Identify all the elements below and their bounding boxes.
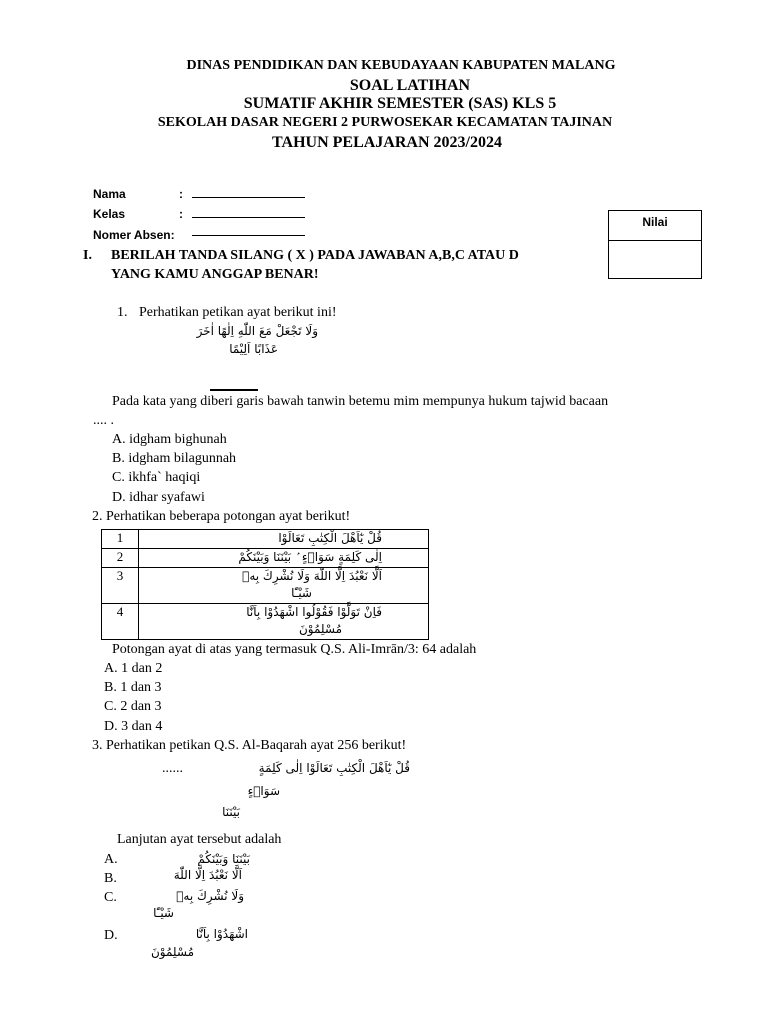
row-number: 1 (102, 530, 139, 549)
absen-label: Nomer Absen: (93, 228, 175, 242)
header-school: SEKOLAH DASAR NEGERI 2 PURWOSEKAR KECAMATAN TAJINAN (157, 115, 613, 130)
q1-option-d[interactable]: D. idhar syafawi (112, 490, 205, 505)
section-number: I. (83, 248, 92, 263)
q3-arabic-line1: قُلْ يٰٓاَهْلَ الْكِتٰبِ تَعَالَوْا اِلٰى كَلِمَةٍ (258, 761, 410, 775)
absen-field[interactable] (192, 235, 305, 236)
q1-arabic-line1: وَلَا تَجْعَلْ مَعَ اللّٰهِ اِلٰهًا اٰخَرَ (196, 324, 318, 338)
q2-option-b[interactable]: B. 1 dan 3 (104, 680, 162, 695)
q1-underline-marker (210, 389, 258, 391)
q3-arabic-line2: سَوَاۤءٍ (247, 784, 280, 798)
header-exam: SUMATIF AKHIR SEMESTER (SAS) KLS 5 (243, 95, 557, 112)
kelas-colon: : (179, 207, 183, 221)
score-box (608, 210, 702, 279)
q3-option-c-arabic[interactable]: وَلَا نُشْرِكَ بِهٖ (176, 889, 244, 903)
table-row (102, 549, 429, 568)
q3-option-b-letter[interactable]: B. (104, 871, 117, 886)
q3-option-d-arabic-2: مُسْلِمُوْنَ (150, 945, 194, 959)
q3-option-a-arabic[interactable]: بَيْنَنَا وَبَيْنَكُمْ (197, 852, 250, 866)
q3-option-b-arabic[interactable]: اَلَّا نَعْبُدَ اِلَّا اللّٰهَ (173, 868, 242, 882)
q2-option-d[interactable]: D. 3 dan 4 (104, 719, 163, 734)
table-row (102, 530, 429, 549)
row-number: 3 (102, 568, 139, 604)
q3-dots: ...... (162, 761, 183, 776)
q1-number: 1. (117, 305, 128, 320)
nama-colon: : (179, 187, 183, 201)
q3-question: Lanjutan ayat tersebut adalah (117, 832, 282, 847)
q1-option-b[interactable]: B. idgham bilagunnah (112, 451, 237, 466)
row-arabic-line1: فَاِنْ تَوَلَّوْا فَقُوْلُوا اشْهَدُوْا بِاَنَّا (246, 605, 382, 619)
q3-stem: 3. Perhatikan petikan Q.S. Al-Baqarah ayat 256 berikut! (92, 738, 407, 753)
q2-verse-table (101, 529, 429, 640)
q1-question: Pada kata yang diberi garis bawah tanwin betemu mim mempunya hukum tajwid bacaan (112, 394, 609, 409)
row-number: 2 (102, 549, 139, 568)
row-arabic-line1: اَلَّا نَعْبُدَ اِلَّا اللّٰهَ وَلَا نُشْرِكَ بِهٖ (242, 569, 382, 583)
row-arabic (139, 549, 429, 568)
table-row (102, 604, 429, 640)
row-arabic (139, 568, 429, 604)
q2-question: Potongan ayat di atas yang termasuk Q.S. Ali-Imrān/3: 64 adalah (112, 642, 477, 657)
row-arabic-line1: قُلْ يٰٓاَهْلَ الْكِتٰبِ تَعَالَوْا (278, 531, 382, 545)
q3-option-d-arabic[interactable]: اشْهَدُوْا بِاَنَّا (195, 927, 248, 941)
q2-option-c[interactable]: C. 2 dan 3 (104, 699, 162, 714)
q1-question-cont: .... . (93, 413, 114, 428)
kelas-field[interactable] (192, 217, 305, 218)
row-arabic-line1: اِلٰى كَلِمَةٍ سَوَاۤءٍ ۢ بَيْنَنَا وَبَيْنَكُمْ (238, 550, 382, 564)
q1-option-a[interactable]: A. idgham bighunah (112, 432, 227, 447)
q3-option-c-arabic-2: شَيْـًٔا (153, 906, 174, 920)
row-arabic-line2: شَيْـًٔا (291, 586, 312, 600)
score-label: Nilai (609, 211, 701, 241)
header-year: TAHUN PELAJARAN 2023/2024 (272, 134, 502, 151)
q1-arabic-line2: عَذَابًا اَلِيْمًا (229, 342, 278, 356)
section-instruction-2: YANG KAMU ANGGAP BENAR! (111, 267, 319, 282)
nama-label: Nama (93, 187, 126, 201)
q3-option-d-letter[interactable]: D. (104, 928, 118, 943)
table-row (102, 568, 429, 604)
row-arabic-line2: مُسْلِمُوْنَ (298, 622, 342, 636)
row-number: 4 (102, 604, 139, 640)
kelas-label: Kelas (93, 207, 126, 221)
header-agency: DINAS PENDIDIKAN DAN KEBUDAYAAN KABUPATEN MALANG (186, 58, 616, 73)
nama-field[interactable] (192, 197, 305, 198)
row-arabic (139, 530, 429, 549)
q1-option-c[interactable]: C. ikhfa` haqiqi (112, 470, 201, 485)
header-title: SOAL LATIHAN (349, 77, 471, 94)
q3-option-a-letter[interactable]: A. (104, 852, 118, 867)
q2-stem: 2. Perhatikan beberapa potongan ayat berikut! (92, 509, 351, 524)
q3-arabic-line3: بَيْنَنَا (222, 805, 240, 819)
q1-stem: Perhatikan petikan ayat berikut ini! (139, 305, 337, 320)
q3-option-c-letter[interactable]: C. (104, 890, 117, 905)
score-field[interactable] (609, 241, 701, 279)
section-instruction-1: BERILAH TANDA SILANG ( X ) PADA JAWABAN A,B,C ATAU D (111, 248, 519, 263)
row-arabic (139, 604, 429, 640)
q2-option-a[interactable]: A. 1 dan 2 (104, 661, 163, 676)
